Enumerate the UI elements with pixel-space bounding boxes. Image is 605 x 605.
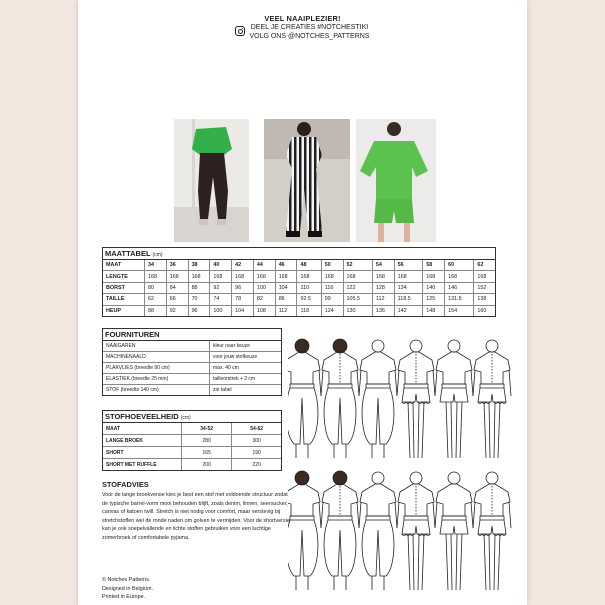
size-cell: 168	[210, 271, 232, 282]
technical-drawings	[288, 336, 518, 598]
size-cell: 92	[210, 282, 232, 293]
notion-value: kleur naar keuze	[210, 341, 282, 352]
pattern-instruction-page	[78, 0, 527, 605]
notion-name: STOF (breedte 140 cm)	[103, 385, 210, 396]
size-cell: 154	[445, 305, 474, 316]
technical-figure	[321, 471, 359, 590]
size-cell: 108	[253, 305, 275, 316]
notions-table	[102, 328, 282, 396]
size-cell: 66	[166, 294, 188, 305]
fabric-row	[103, 447, 281, 459]
advice-title: STOFADVIES	[102, 480, 149, 489]
size-cell: 168	[145, 271, 167, 282]
size-table	[102, 247, 496, 317]
fabric-title: STOFHOEVEELHEID	[105, 412, 179, 421]
fabric-amount: 190	[232, 447, 281, 459]
size-cell: 136	[372, 305, 394, 316]
size-cell: 96	[232, 282, 254, 293]
size-header-cell: 52	[343, 260, 372, 271]
technical-figure	[397, 340, 435, 458]
size-header-cell: 50	[321, 260, 343, 271]
size-table-title: MAATTABEL	[105, 249, 151, 258]
fabric-version: SHORT	[103, 447, 182, 459]
fabric-row	[103, 435, 281, 447]
size-cell: 168	[394, 271, 423, 282]
size-row-taille	[103, 294, 495, 305]
size-cell: 116	[321, 282, 343, 293]
size-header-cell: 60	[445, 260, 474, 271]
size-row-lengte-label: LENGTE	[103, 271, 145, 282]
notion-name: ELASTIEK (breedte 25 mm)	[103, 374, 210, 385]
size-header-cell: 62	[474, 260, 495, 271]
fabric-header-cell: 34-52	[182, 423, 232, 435]
size-row-borst-label: BORST	[103, 282, 145, 293]
header-title: VEEL NAAIPLEZIER!	[264, 14, 341, 23]
size-cell: 118	[297, 305, 321, 316]
size-cell: 100	[210, 305, 232, 316]
copyright: © Notches Patterns.	[102, 577, 151, 583]
size-header-cell: 46	[275, 260, 297, 271]
notion-value: max. 40 cm	[210, 363, 282, 374]
fabric-version: LANGE BROEK	[103, 435, 182, 447]
notions-row	[103, 374, 281, 385]
size-cell: 160	[477, 307, 487, 314]
size-cell: 168	[343, 271, 372, 282]
size-cell: 168	[297, 271, 321, 282]
footer	[102, 576, 153, 602]
fabric-header-cell: MAAT	[103, 423, 182, 435]
size-cell: 168	[166, 271, 188, 282]
size-cell: 124	[321, 305, 343, 316]
size-cell: 168	[232, 271, 254, 282]
notions-row	[103, 341, 281, 352]
technical-figure	[288, 471, 321, 590]
size-cell: 112	[372, 294, 394, 305]
size-cell: 118.5	[394, 294, 423, 305]
notion-name: PLAKVLIES (breedte 90 cm)	[103, 363, 210, 374]
follow-line: VOLG ONS @NOTCHES_PATTERNS	[249, 33, 370, 40]
size-row-heup	[103, 305, 495, 316]
printed-in: Printed in Europe.	[102, 594, 146, 600]
size-cell: 92.5	[297, 294, 321, 305]
technical-figure	[288, 339, 321, 458]
size-cell: 84	[166, 282, 188, 293]
page-header	[78, 14, 527, 41]
size-cell: 134	[394, 282, 423, 293]
size-cell: 74	[210, 294, 232, 305]
size-row-taille-label: TAILLE	[103, 294, 145, 305]
size-header-label: MAAT	[103, 260, 145, 271]
notions-row	[103, 363, 281, 374]
size-cell: 168	[372, 271, 394, 282]
size-cell: 168	[253, 271, 275, 282]
size-cell: 128	[372, 282, 394, 293]
technical-figure	[473, 472, 511, 590]
size-cell: 86	[275, 294, 297, 305]
photo-black-trousers	[174, 119, 249, 242]
fabric-header-row	[103, 423, 281, 435]
fabric-row	[103, 459, 281, 471]
size-cell: 99	[321, 294, 343, 305]
size-cell: 138	[474, 294, 495, 305]
size-header-cell: 48	[297, 260, 321, 271]
fabric-unit: (cm)	[180, 415, 191, 421]
size-cell: 142	[394, 305, 423, 316]
fabric-amount: 280	[182, 435, 232, 447]
notions-row	[103, 385, 281, 396]
notion-name: NAAIGAREN	[103, 341, 210, 352]
notions-title: FOURNITUREN	[103, 329, 281, 341]
size-cell: 168	[445, 271, 474, 282]
notion-value: tailleomtrek + 2 cm	[210, 374, 282, 385]
technical-figure	[321, 339, 359, 458]
fabric-amount: 300	[232, 435, 281, 447]
size-cell: 92	[166, 305, 188, 316]
size-cell: 146	[445, 282, 474, 293]
size-cell: 62	[145, 294, 167, 305]
size-cell: 131.5	[445, 294, 474, 305]
fabric-amount: 220	[252, 461, 261, 468]
size-cell: 140	[423, 282, 445, 293]
notions-row	[103, 352, 281, 363]
technical-figure	[359, 472, 397, 590]
technical-figure	[435, 472, 473, 590]
size-table-unit: (cm)	[152, 252, 163, 258]
size-header-cell: 34	[145, 260, 167, 271]
size-cell: 104	[232, 305, 254, 316]
size-cell: 168	[423, 271, 445, 282]
technical-figure	[359, 340, 397, 458]
fabric-table	[102, 410, 282, 471]
size-cell: 168	[474, 271, 495, 282]
size-cell: 88	[188, 282, 210, 293]
size-cell: 70	[188, 294, 210, 305]
size-row-lengte	[103, 271, 495, 282]
size-cell: 112	[275, 305, 297, 316]
size-cell: 168	[188, 271, 210, 282]
photo-green-shorts	[356, 119, 436, 242]
fabric-version: SHORT MET RUFFLE	[103, 459, 182, 471]
size-row-heup-label: HEUP	[103, 305, 145, 316]
size-cell: 100	[253, 282, 275, 293]
fabric-amount: 200	[182, 459, 232, 471]
size-row-borst	[103, 282, 495, 293]
size-cell: 96	[188, 305, 210, 316]
size-cell: 152	[474, 282, 495, 293]
size-header-cell: 54	[372, 260, 394, 271]
photo-striped-set	[264, 119, 350, 242]
instagram-icon	[235, 26, 245, 36]
technical-figure	[435, 340, 473, 458]
size-header-row	[103, 260, 495, 271]
size-cell: 88	[145, 305, 167, 316]
fabric-header-cell: 54-62	[232, 423, 281, 435]
size-cell: 80	[145, 282, 167, 293]
size-cell: 104	[275, 282, 297, 293]
size-cell: 110	[297, 282, 321, 293]
size-cell: 122	[343, 282, 372, 293]
notion-value: zie tabel	[213, 387, 232, 393]
notion-name: MACHINENAALD	[103, 352, 210, 363]
size-header-cell: 36	[166, 260, 188, 271]
size-cell: 82	[253, 294, 275, 305]
size-header-cell: 56	[394, 260, 423, 271]
size-cell: 78	[232, 294, 254, 305]
size-header-cell: 44	[253, 260, 275, 271]
fabric-amount: 165	[182, 447, 232, 459]
size-cell: 168	[275, 271, 297, 282]
size-header-cell: 42	[232, 260, 254, 271]
size-cell: 105.5	[343, 294, 372, 305]
designed-in: Designed in Belgium.	[102, 585, 153, 592]
size-cell: 125	[423, 294, 445, 305]
size-cell: 130	[343, 305, 372, 316]
hashtag-line: DEEL JE CREATIES #NOTCHESTIKI	[250, 24, 369, 31]
size-header-cell: 40	[210, 260, 232, 271]
size-cell: 148	[423, 305, 445, 316]
size-header-cell: 58	[423, 260, 445, 271]
notion-value: voor jouw stofkeuze	[210, 352, 282, 363]
fabric-advice	[102, 480, 292, 543]
advice-text: Voor de lange broekversie kies je best een stof met voldoende structuur zodat de typische barrel-vorm mooi behouden blijft, zoals denim, linnen, seersucker, canvas of katoen twill. Stretch is niet nodig voor comfort, maar verstevig bij stretchstoffen wel de ronde naden om golven te vermijden. Voor de shortversie kan je ook soepelvallende en lichte stoffen gebruiken voor een luchtige zomerbroek of comfortabele pyjama.	[102, 492, 290, 541]
technical-figure	[397, 472, 435, 590]
size-cell: 168	[321, 271, 343, 282]
technical-figure	[473, 340, 511, 458]
size-header-cell: 38	[188, 260, 210, 271]
